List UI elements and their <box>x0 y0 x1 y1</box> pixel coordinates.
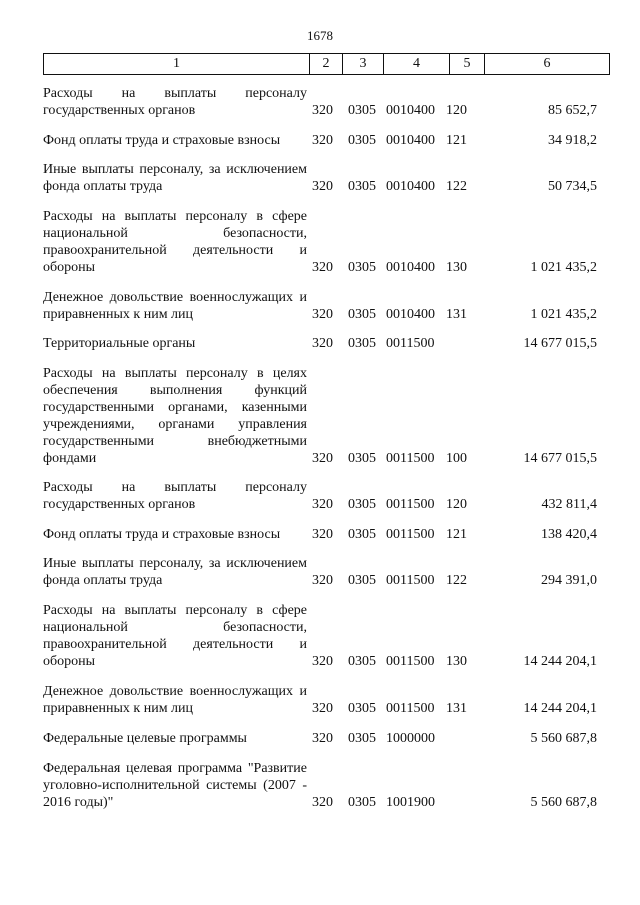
cell-col4: 0010400 <box>386 260 435 275</box>
cell-col4: 0010400 <box>386 179 435 194</box>
cell-col6: 432 811,4 <box>541 497 597 512</box>
cell-col4: 0011500 <box>386 527 435 542</box>
table-row <box>43 479 610 513</box>
cell-col6: 1 021 435,2 <box>530 260 597 275</box>
cell-col4: 1001900 <box>386 795 435 810</box>
cell-col3: 0305 <box>348 701 376 716</box>
table-row <box>43 208 610 276</box>
cell-col5: 122 <box>446 179 467 194</box>
cell-col3: 0305 <box>348 497 376 512</box>
table-row <box>43 683 610 717</box>
column-header-6: 6 <box>543 56 551 71</box>
row-description: Расходы на выплаты персоналу в сфере национальной безопасности, правоохранительной деятельности и обороны <box>43 209 307 275</box>
cell-col4: 0011500 <box>386 573 435 588</box>
cell-col6: 14 244 204,1 <box>523 654 597 669</box>
table-row <box>43 555 610 589</box>
cell-col6: 14 677 015,5 <box>523 451 597 466</box>
table-row <box>43 730 610 747</box>
table-row <box>43 161 610 195</box>
column-header-4: 4 <box>384 54 450 74</box>
table-row <box>43 132 610 149</box>
row-description: Фонд оплаты труда и страховые взносы <box>43 133 281 148</box>
table-row <box>43 335 610 352</box>
cell-col3: 0305 <box>348 260 376 275</box>
cell-col4: 0011500 <box>386 336 435 351</box>
cell-col2: 320 <box>312 133 333 148</box>
cell-col4: 0010400 <box>386 133 435 148</box>
cell-col3: 0305 <box>348 179 376 194</box>
cell-col5: 122 <box>446 573 467 588</box>
cell-col6: 5 560 687,8 <box>530 731 597 746</box>
cell-col2: 320 <box>312 731 333 746</box>
cell-col6: 50 734,5 <box>548 179 597 194</box>
cell-col5: 131 <box>446 701 467 716</box>
cell-col3: 0305 <box>348 103 376 118</box>
row-description: Федеральная целевая программа "Развитие уголовно-исполнительной системы (2007 - 2016 годы)" <box>43 761 307 810</box>
row-description: Расходы на выплаты персоналу в сфере национальной безопасности, правоохранительной деятельности и обороны <box>43 603 307 669</box>
cell-col4: 0010400 <box>386 307 435 322</box>
cell-col4: 0011500 <box>386 497 435 512</box>
row-description: Территориальные органы <box>43 336 196 351</box>
cell-col2: 320 <box>312 451 333 466</box>
cell-col4: 0011500 <box>386 451 435 466</box>
cell-col4: 0011500 <box>386 701 435 716</box>
cell-col3: 0305 <box>348 336 376 351</box>
cell-col2: 320 <box>312 307 333 322</box>
cell-col5: 100 <box>446 451 467 466</box>
cell-col6: 138 420,4 <box>541 527 597 542</box>
cell-col3: 0305 <box>348 731 376 746</box>
page-number: 1678 <box>307 28 333 43</box>
cell-col5: 130 <box>446 260 467 275</box>
cell-col2: 320 <box>312 260 333 275</box>
cell-col3: 0305 <box>348 795 376 810</box>
cell-col2: 320 <box>312 527 333 542</box>
cell-col4: 1000000 <box>386 731 435 746</box>
row-description: Расходы на выплаты персоналу государственных органов <box>43 480 307 512</box>
cell-col6: 1 021 435,2 <box>530 307 597 322</box>
cell-col5: 121 <box>446 133 467 148</box>
row-description: Фонд оплаты труда и страховые взносы <box>43 527 281 542</box>
cell-col5: 130 <box>446 654 467 669</box>
cell-col3: 0305 <box>348 133 376 148</box>
cell-col6: 294 391,0 <box>541 573 597 588</box>
table-row <box>43 760 610 811</box>
cell-col6: 14 677 015,5 <box>523 336 597 351</box>
cell-col5: 121 <box>446 527 467 542</box>
cell-col6: 85 652,7 <box>548 103 597 118</box>
cell-col5: 120 <box>446 103 467 118</box>
cell-col6: 5 560 687,8 <box>530 795 597 810</box>
row-description: Денежное довольствие военнослужащих и приравненных к ним лиц <box>43 290 307 322</box>
table-row <box>43 526 610 543</box>
cell-col2: 320 <box>312 179 333 194</box>
cell-col4: 0010400 <box>386 103 435 118</box>
cell-col2: 320 <box>312 654 333 669</box>
row-description: Расходы на выплаты персоналу государственных органов <box>43 86 307 118</box>
cell-col3: 0305 <box>348 654 376 669</box>
table-row <box>43 602 610 670</box>
cell-col2: 320 <box>312 573 333 588</box>
cell-col3: 0305 <box>348 573 376 588</box>
row-description: Расходы на выплаты персоналу в целях обеспечения выполнения функций государственными органами, казенными учреждениями, органами управления государственными внебюджетными фондами <box>43 366 307 466</box>
cell-col3: 0305 <box>348 527 376 542</box>
table-row <box>43 85 610 119</box>
column-header-1: 1 <box>44 54 310 74</box>
column-header-5: 5 <box>450 54 485 74</box>
cell-col5: 120 <box>446 497 467 512</box>
table-body <box>43 85 610 811</box>
table-header <box>43 53 610 75</box>
column-header-3: 3 <box>343 54 384 74</box>
table-row <box>43 289 610 323</box>
cell-col5: 131 <box>446 307 467 322</box>
column-header-2: 2 <box>310 54 343 74</box>
row-description: Федеральные целевые программы <box>43 731 247 746</box>
table-row <box>43 365 610 467</box>
cell-col2: 320 <box>312 497 333 512</box>
cell-col4: 0011500 <box>386 654 435 669</box>
cell-col2: 320 <box>312 103 333 118</box>
cell-col2: 320 <box>312 336 333 351</box>
cell-col6: 14 244 204,1 <box>523 701 597 716</box>
cell-col2: 320 <box>312 701 333 716</box>
row-description: Денежное довольствие военнослужащих и приравненных к ним лиц <box>43 684 307 716</box>
cell-col3: 0305 <box>348 451 376 466</box>
row-description: Иные выплаты персоналу, за исключением фонда оплаты труда <box>43 556 307 588</box>
cell-col6: 34 918,2 <box>548 133 597 148</box>
cell-col3: 0305 <box>348 307 376 322</box>
row-description: Иные выплаты персоналу, за исключением фонда оплаты труда <box>43 162 307 194</box>
cell-col2: 320 <box>312 795 333 810</box>
